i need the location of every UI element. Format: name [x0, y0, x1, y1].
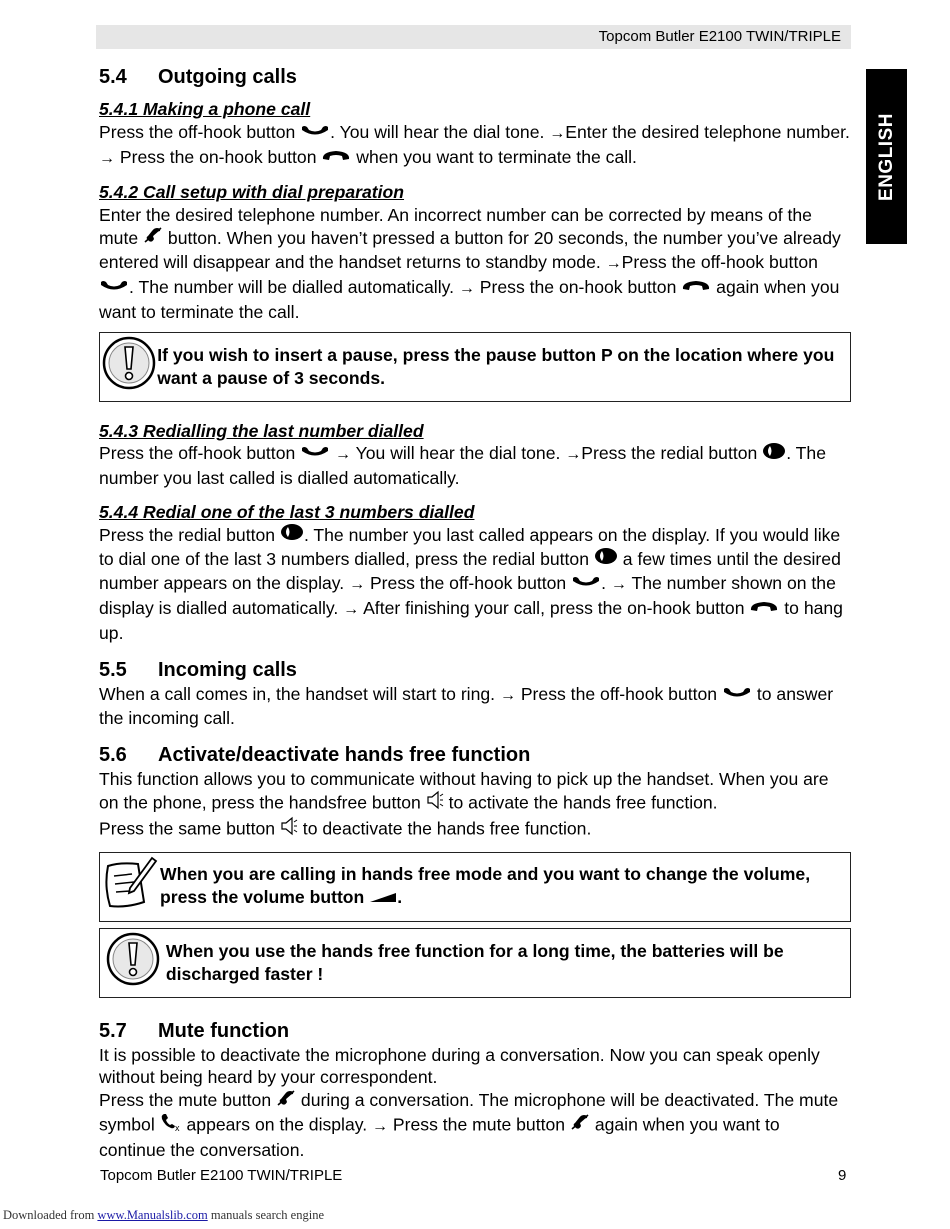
- download-footer: Downloaded from www.Manualslib.com manuals search engine: [3, 1208, 324, 1222]
- section-title: Mute function: [158, 1019, 290, 1042]
- footer-title: Topcom Butler E2100 TWIN/TRIPLE: [100, 1167, 343, 1184]
- arrow-icon: →: [372, 1118, 389, 1136]
- paragraph-5-7: Press the mute button during a conversation. The microphone will be deactivated. The mute symbol x appears on the display. → Press the mute button again when you want to continue the conversation.: [99, 1090, 839, 1161]
- section-number: 5.6: [99, 744, 127, 767]
- paragraph-5-4-1: Press the off-hook button . You will hear the dial tone. →Enter the desired telephone number. → Press the on-hook button when you want to terminate the call.: [99, 121, 851, 171]
- info-note-volume: [99, 852, 851, 922]
- off-hook-phone-icon: [571, 572, 601, 595]
- handsfree-speaker-icon: [280, 816, 298, 842]
- off-hook-phone-icon: [300, 442, 330, 465]
- page-number: 9: [838, 1167, 847, 1184]
- off-hook-phone-icon: [99, 276, 129, 299]
- note-text: If you wish to insert a pause, press the pause button P on the location where you want a pause of 3 seconds.: [157, 344, 835, 388]
- page-header: [96, 25, 851, 49]
- section-heading-5-6: [99, 742, 851, 768]
- section-title: Outgoing calls: [158, 66, 297, 88]
- off-hook-phone-icon: [722, 683, 752, 706]
- arrow-icon: →: [99, 149, 115, 167]
- section-heading-5-7: [99, 1018, 851, 1044]
- manualslib-link[interactable]: www.Manualslib.com: [97, 1208, 208, 1222]
- page-content: [99, 64, 851, 1162]
- section-number: 5.7: [99, 1019, 127, 1042]
- note-text: When you use the hands free function for a long time, the batteries will be discharged faster !: [165, 940, 784, 984]
- on-hook-phone-icon: [749, 597, 779, 620]
- paragraph-5-4-4: Press the redial button . The number you last called appears on the display. If you would like to dial one of the last 3 numbers dialled, press the redial button a few times until the desired number appears on the display. → Press the off-hook button . → The number shown on the display is dialled automatically. → After finishing your call, press the on-hook button to hang up.: [99, 524, 843, 643]
- header-title: Topcom Butler E2100 TWIN/TRIPLE: [598, 28, 841, 45]
- note-text: When you are calling in hands free mode and you want to change the volume, press the volume button .: [160, 864, 811, 908]
- exclamation-warning-icon: [105, 931, 161, 993]
- section-heading-5-5: [99, 657, 851, 683]
- volume-icon: [369, 886, 397, 909]
- on-hook-phone-icon: [321, 146, 351, 169]
- paragraph-5-7-intro: It is possible to deactivate the microphone during a conversation. Now you can speak openly without being heard by your correspondent.: [99, 1044, 820, 1088]
- mute-icon: [276, 1089, 296, 1113]
- exclamation-warning-icon: [101, 335, 157, 397]
- language-tab-label: ENGLISH: [875, 112, 897, 201]
- arrow-icon: →: [610, 576, 627, 594]
- section-title: Incoming calls: [158, 658, 297, 681]
- arrow-icon: →: [335, 446, 352, 464]
- on-hook-phone-icon: [681, 276, 711, 299]
- section-number: 5.4: [99, 66, 127, 88]
- subsection-heading-5-4-4: 5.4.4 Redial one of the last 3 numbers dialled: [99, 502, 475, 522]
- warning-note-pause: [99, 332, 851, 402]
- arrow-icon: →: [549, 124, 566, 142]
- paragraph-5-5: When a call comes in, the handset will start to ring. → Press the off-hook button to answer the incoming call.: [99, 683, 834, 729]
- section-number: 5.5: [99, 658, 127, 681]
- mute-icon: [570, 1113, 590, 1137]
- paragraph-5-6: This function allows you to communicate without having to pick up the handset. When you are on the phone, press the handsfree button to activate the hands free function. Press the same button to deactivate the hands free function.: [99, 768, 851, 842]
- language-tab: [866, 69, 907, 244]
- subsection-heading-5-4-1: 5.4.1 Making a phone call: [99, 99, 311, 119]
- arrow-icon: →: [343, 601, 360, 619]
- arrow-icon: →: [458, 280, 475, 298]
- svg-text:x: x: [174, 1123, 180, 1133]
- subsection-heading-5-4-2: 5.4.2 Call setup with dial preparation: [99, 182, 405, 203]
- warning-note-battery: [99, 928, 851, 998]
- section-heading-5-4: [99, 64, 851, 90]
- arrow-icon: →: [499, 686, 516, 704]
- handsfree-speaker-icon: [426, 790, 444, 816]
- mute-icon: [143, 226, 163, 250]
- section-title: Activate/deactivate hands free function: [158, 744, 531, 767]
- mute-symbol-icon: [160, 1112, 182, 1138]
- paragraph-5-4-2: Enter the desired telephone number. An incorrect number can be corrected by means of the mute button. When you haven’t pressed a button for 20 seconds, the number you’ve already entered will disappear and the handset returns to standby mode. →Press the off-hook button . The number will be dialled automatically. → Press the on-hook button again when you want to terminate the call.: [99, 205, 841, 322]
- off-hook-phone-icon: [300, 121, 330, 144]
- arrow-icon: →: [349, 576, 366, 594]
- arrow-icon: →: [565, 446, 582, 464]
- arrow-icon: →: [605, 255, 622, 273]
- redial-icon: [594, 547, 618, 571]
- notepad-pen-icon: [100, 852, 160, 920]
- redial-icon: [762, 442, 786, 466]
- redial-icon: [280, 523, 304, 547]
- subsection-heading-5-4-3: 5.4.3 Redialling the last number dialled: [99, 420, 424, 441]
- paragraph-5-4-3: Press the off-hook button → You will hear the dial tone. →Press the redial button . The number you last called is dialled automatically.: [99, 443, 826, 489]
